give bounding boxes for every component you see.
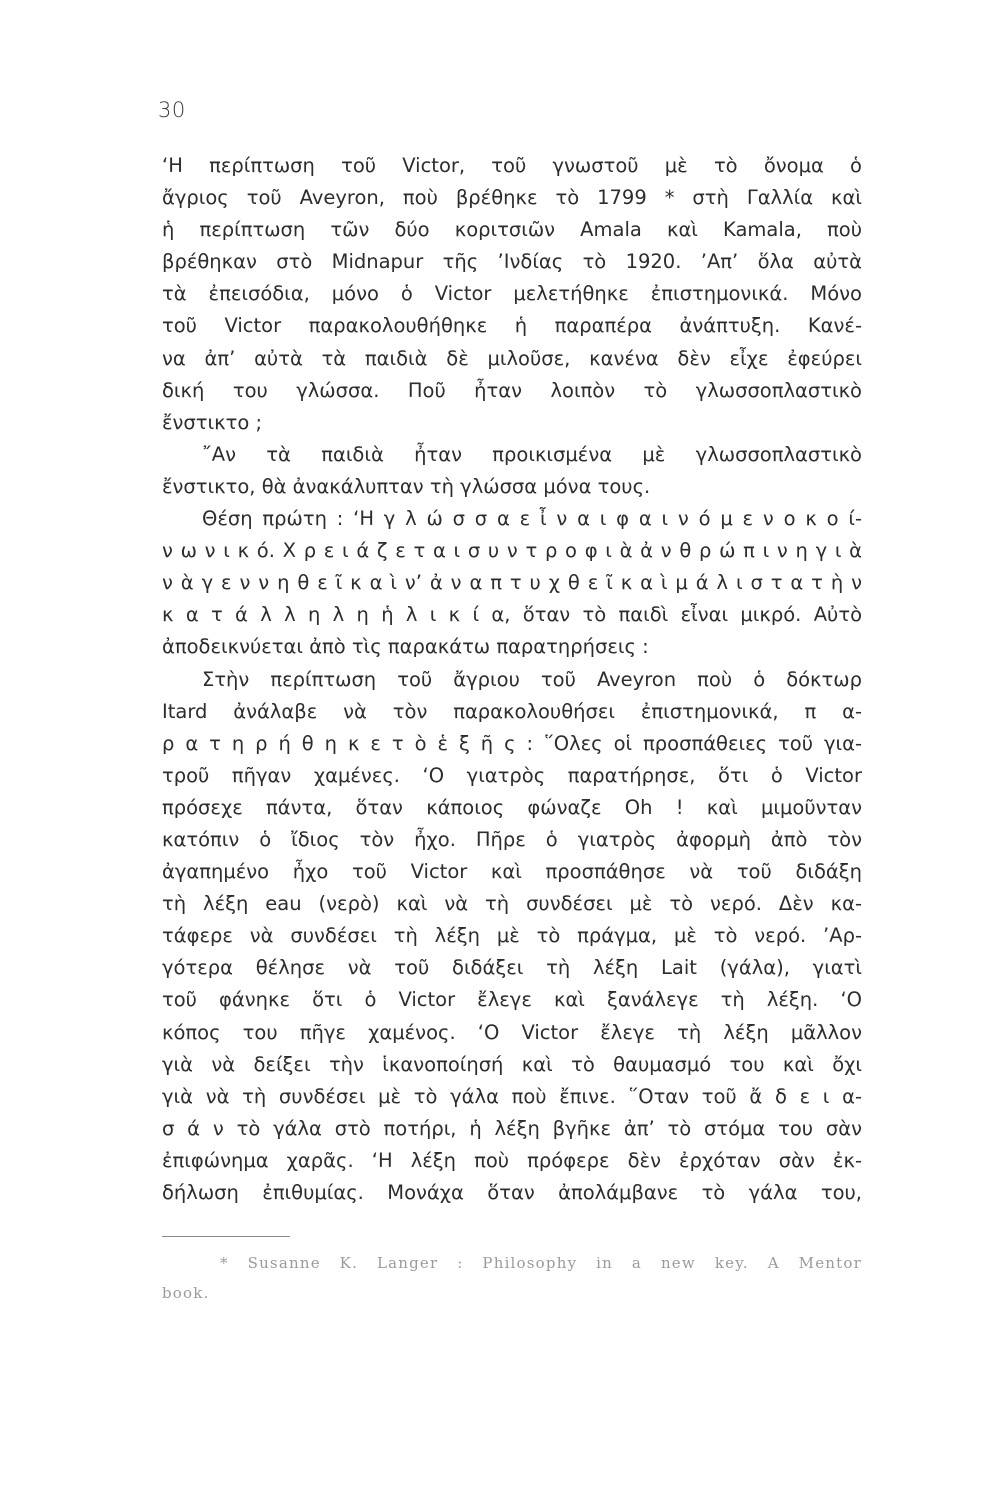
text-line: σ ά ν τὸ γάλα στὸ ποτήρι, ἡ λέξη βγῆκε ἀπ’ τὸ στόμα του σὰν (162, 1116, 862, 1140)
text-line: κατόπιν ὁ ἴδιος τὸν ἦχο. Πῆρε ὁ γιατρὸς ἀφορμὴ ἀπὸ τὸν (162, 827, 862, 851)
text-line: τὴ λέξη eau (νερὸ) καὶ νὰ τὴ συνδέσει μὲ τὸ νερό. Δὲν κα- (162, 892, 862, 916)
text-line: ἔνστικτο, θὰ ἀνακάλυπταν τὴ γλώσσα μόνα τους. (162, 474, 651, 498)
text-line: κόπος του πῆγε χαμένος. ‘Ο Victor ἔλεγε τὴ λέξη μᾶλλον (162, 1020, 862, 1044)
footnote (162, 1248, 862, 1308)
text-line: ν ὰ γ ε ν ν η θ ε ῖ κ α ὶ ν’ ἀ ν α π τ υ χ θ ε ῖ κ α ὶ μ ά λ ι σ τ α τ ὴ ν (162, 571, 862, 595)
text-line: ἀγαπημένο ἦχο τοῦ Victor καὶ προσπάθησε νὰ τοῦ διδάξη (162, 860, 862, 884)
text-line: ρ α τ η ρ ή θ η κ ε τ ὸ ἑ ξ ῆ ς : ῞Ολες οἱ προσπάθειες τοῦ για- (162, 731, 862, 755)
footnote-divider (162, 1236, 290, 1237)
body-text (162, 150, 862, 1209)
text-line: τροῦ πῆγαν χαμένες. ‘Ο γιατρὸς παρατήρησε, ὅτι ὁ Victor (162, 763, 862, 787)
page-number: 30 (158, 98, 186, 122)
text-line: γότερα θέλησε νὰ τοῦ διδάξει τὴ λέξη Lait (γάλα), γιατὶ (162, 956, 862, 980)
text-line: γιὰ νὰ τὴ συνδέσει μὲ τὸ γάλα ποὺ ἔπινε. ῞Οταν τοῦ ἄ δ ε ι α- (162, 1084, 862, 1108)
text-line: ἀποδεικνύεται ἀπὸ τὶς παρακάτω παρατηρήσεις : (162, 635, 649, 659)
text-line: Itard ἀνάλαβε νὰ τὸν παρακολουθήσει ἐπιστημονικά, π α- (162, 699, 862, 723)
text-line: τοῦ Victor παρακολουθήθηκε ἡ παραπέρα ἀνάπτυξη. Κανέ- (162, 314, 862, 338)
text-line: δήλωση ἐπιθυμίας. Μονάχα ὅταν ἀπολάμβανε τὸ γάλα του, (162, 1181, 862, 1204)
text-line: κ α τ ά λ λ η λ η ἡ λ ι κ ί α, ὅταν τὸ παιδὶ εἶναι μικρό. Αὐτὸ (162, 603, 862, 627)
text-line: τοῦ φάνηκε ὅτι ὁ Victor ἔλεγε καὶ ξανάλεγε τὴ λέξη. ‘Ο (162, 988, 862, 1012)
text-line: Θέση πρώτη : ‘Η γ λ ώ σ σ α ε ἶ ν α ι φ α ι ν ό μ ε ν ο κ ο ί- (202, 507, 862, 531)
text-line: πρόσεχε πάντα, ὅταν κάποιος φώναζε Oh ! καὶ μιμοῦνταν (162, 795, 862, 819)
text-line: τὰ ἐπεισόδια, μόνο ὁ Victor μελετήθηκε ἐπιστημονικά. Μόνο (162, 282, 862, 306)
footnote-line: * Susanne K. Langer : Philosophy in a new key. A Mentor (220, 1254, 862, 1272)
text-line: ῎Αν τὰ παιδιὰ ἦταν προικισμένα μὲ γλωσσοπλαστικὸ (202, 442, 862, 466)
text-line: ν ω ν ι κ ό. Χ ρ ε ι ά ζ ε τ α ι σ υ ν τ ρ ο φ ι ὰ ἀ ν θ ρ ώ π ι ν η γ ι ὰ (162, 539, 862, 563)
text-line: ἐπιφώνημα χαρᾶς. ‘Η λέξη ποὺ πρόφερε δὲν ἐρχόταν σὰν ἐκ- (162, 1148, 862, 1172)
text-line: δική του γλώσσα. Ποῦ ἦταν λοιπὸν τὸ γλωσσοπλαστικὸ (162, 378, 862, 402)
text-line: ‘Η περίπτωση τοῦ Victor, τοῦ γνωστοῦ μὲ τὸ ὄνομα ὁ (162, 154, 862, 177)
text-line: να ἀπ’ αὐτὰ τὰ παιδιὰ δὲ μιλοῦσε, κανένα δὲν εἶχε ἐφεύρει (162, 346, 862, 370)
text-line: ἔνστικτο ; (162, 410, 263, 434)
text-line: γιὰ νὰ δείξει τὴν ἱκανοποίησή καὶ τὸ θαυμασμό του καὶ ὄχι (162, 1052, 862, 1076)
text-line: ἄγριος τοῦ Aveyron, ποὺ βρέθηκε τὸ 1799 * στὴ Γαλλία καὶ (162, 186, 862, 210)
footnote-line: book. (162, 1284, 210, 1302)
text-line: Στὴν περίπτωση τοῦ ἄγριου τοῦ Aveyron ποὺ ὁ δόκτωρ (202, 667, 862, 691)
text-line: βρέθηκαν στὸ Midnapur τῆς ’Ινδίας τὸ 1920. ’Απ’ ὅλα αὐτὰ (162, 250, 862, 274)
text-line: τάφερε νὰ συνδέσει τὴ λέξη μὲ τὸ πράγμα, μὲ τὸ νερό. ’Αρ- (162, 924, 862, 948)
text-line: ἡ περίπτωση τῶν δύο κοριτσιῶν Amala καὶ Kamala, ποὺ (162, 218, 862, 242)
